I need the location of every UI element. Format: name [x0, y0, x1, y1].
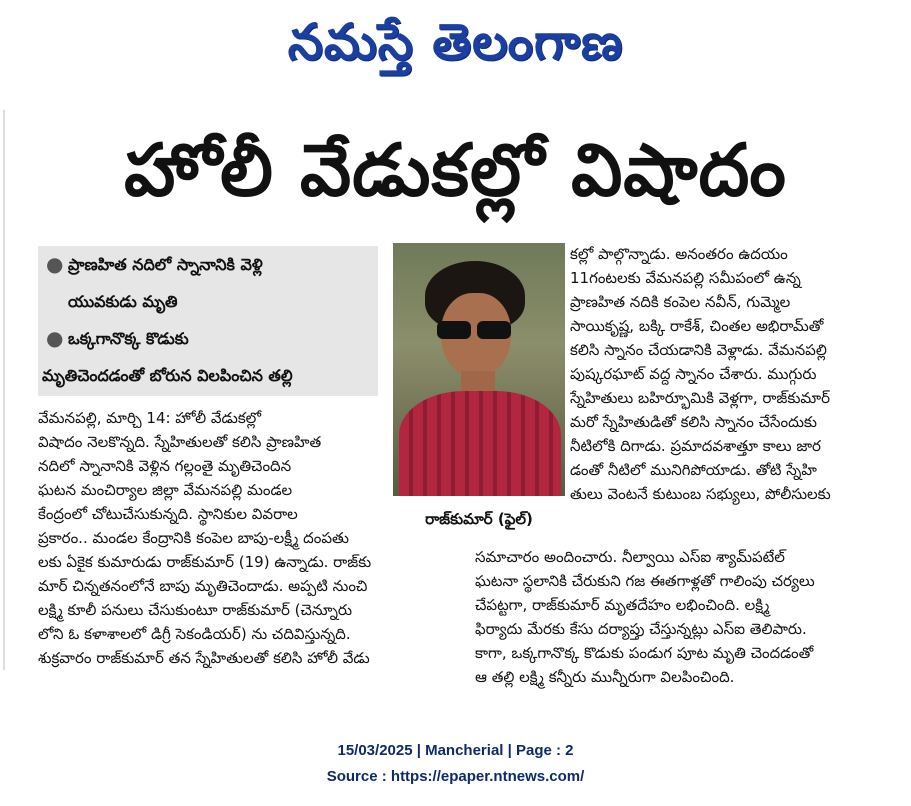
- article-line: కల్లో పాల్గొన్నాడు. అనంతరం ఉదయం: [570, 245, 788, 263]
- article-line: లోని ఓ కళాశాలలో డిగ్రీ సెకండియర్) ను చదివిస్తున్నది.: [38, 625, 351, 643]
- article-line: కలిసి స్నానం చేయడానికి వెళ్లాడు. వేమనపల్లి: [570, 341, 827, 359]
- article-line: నదిలో స్నానానికి వెళ్లిన గల్లంతై మృతిచెందిన: [38, 457, 292, 475]
- article-headline: హోలీ వేడుకల్లో విషాదం: [124, 128, 787, 212]
- newspaper-logo: నమస్తే తెలంగాణ: [287, 13, 624, 71]
- page-footer: [0, 738, 911, 790]
- article-line: ఆ తల్లి లక్ష్మి కన్నీరు మున్నీరుగా విలపించింది.: [475, 668, 735, 686]
- article-line: ప్రాణహిత నదికి కంపెల నవీన్, గుమ్మెల: [570, 293, 791, 311]
- article-line: నీటిలోకి దిగాడు. ప్రమాదవశాత్తూ కాలు జార: [570, 437, 821, 455]
- article-line: ఫిర్యాదు మేరకు కేసు దర్యాప్తు చేస్తున్నట్లు ఎస్ఐ తెలిపారు.: [475, 620, 807, 638]
- bullet-icon: ●: [46, 326, 64, 350]
- article-line: విషాదం నెలకొన్నది. స్నేహితులతో కలిసి ప్రాణహిత: [38, 433, 322, 451]
- summary-item-2: [38, 320, 378, 394]
- article-line: తులు వెంటనే కుటుంబ సభ్యులు, పోలీసులకు: [570, 485, 831, 503]
- article-line: లక్ష్మి కూలీ పనులు చేసుకుంటూ రాజ్‌కుమార్ (చెన్నూరు: [38, 601, 353, 619]
- summary-box: [38, 246, 378, 396]
- article-line: వేమనపల్లి, మార్చి 14: హోలీ వేడుకల్లో: [38, 409, 262, 427]
- article-line: 11గంటలకు వేమనపల్లి సమీపంలో ఉన్న: [570, 269, 801, 287]
- summary-item-1: [38, 246, 378, 320]
- article-line: లకు ఏకైక కుమారుడు రాజ్‌కుమార్ (19) ఉన్నాడు. రాజ్‌కు: [38, 553, 372, 571]
- article-line: చేపట్టగా, రాజ్‌కుమార్ మృతదేహం లభించింది. లక్ష్మి: [475, 596, 770, 614]
- article-column-bottom: [475, 545, 900, 689]
- bullet-icon: ●: [46, 252, 64, 276]
- summary-text: మృతిచెందడంతో బోరున విలపించిన తల్లి: [42, 366, 293, 385]
- photo-glasses: [437, 321, 517, 341]
- summary-text: ప్రాణహిత నదిలో స్నానానికి వెళ్లి: [68, 255, 263, 274]
- article-column-left: [38, 406, 463, 670]
- article-line: స్నేహితులు బహిర్భూమికి వెళ్లగా, రాజ్‌కుమార్: [570, 389, 830, 407]
- article-line: సాయికృష్ణ, బక్కి రాకేశ్, చింతల అభిరామ్‌తో: [570, 317, 824, 335]
- article-column-right: [570, 242, 895, 506]
- article-line: మరో స్నేహితుడితో కలిసి స్నానం చేసేందుకు: [570, 413, 817, 431]
- article-line: మార్ చిన్నతనంలోనే బాపు మృతిచెందాడు. అప్పటి నుంచి: [38, 577, 368, 595]
- article-line: శుక్రవారం రాజ్‌కుమార్ తన స్నేహితులతో కలిసి హోలీ వేడు: [38, 649, 370, 667]
- article-line: ఘటనా స్థలానికి చేరుకుని గజ ఈతగాళ్లతో గాలింపు చర్యలు: [475, 572, 815, 590]
- summary-text: ఒక్కగానొక్క కొడుకు: [68, 329, 189, 348]
- masthead: [0, 0, 911, 86]
- summary-text: యువకుడు మృతి: [68, 292, 178, 311]
- edition-info: 15/03/2025 | Mancherial | Page : 2: [337, 742, 574, 759]
- photo-caption: రాజ్‌కుమార్ (ఫైల్): [425, 510, 533, 528]
- article-line: డంతో నీటిలో మునిగిపోయాడు. తోటి స్నేహి: [570, 461, 817, 479]
- article-line: కేంద్రంలో చోటుచేసుకున్నది. స్థానికుల వివరాల: [38, 505, 298, 523]
- article-line: ఘటన మంచిర్యాల జిల్లా వేమనపల్లి మండల: [38, 481, 293, 499]
- article-line: కాగా, ఒక్కగానొక్క కొడుకు పండుగ పూట మృతి చెందడంతో: [475, 644, 814, 662]
- article-line: ప్రకారం.. మండల కేంద్రానికి కంపెల బాపు-లక్ష్మీ దంపతు: [38, 529, 349, 547]
- article-line: పుష్కరఘాట్ వద్ద స్నానం చేశారు. ముగ్గురు: [570, 365, 817, 383]
- source-link[interactable]: Source : https://epaper.ntnews.com/: [326, 768, 585, 785]
- article-line: సమాచారం అందించారు. నీల్వాయి ఎస్ఐ శ్యామ్‌పటేల్: [475, 548, 785, 566]
